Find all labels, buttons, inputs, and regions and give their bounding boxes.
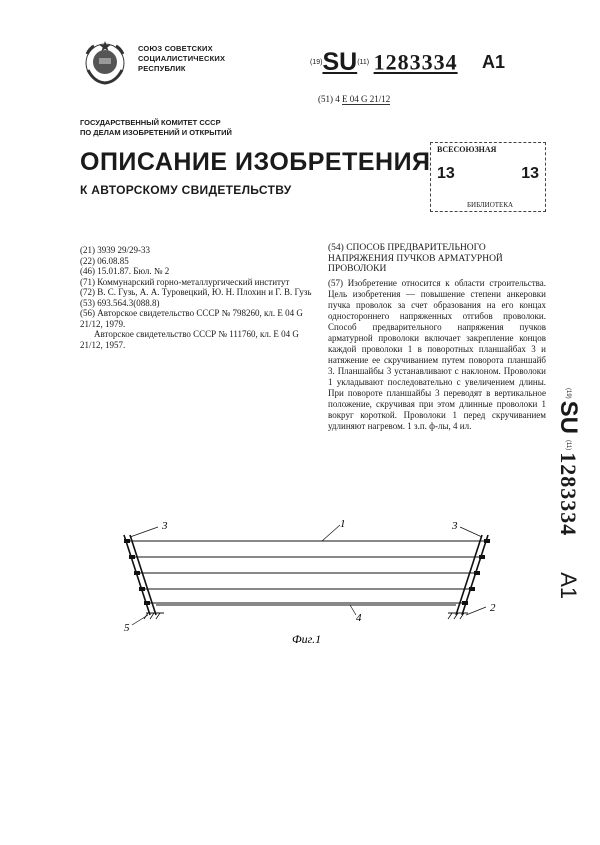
biblio-line: (46) 15.01.87. Бюл. № 2 — [80, 266, 170, 276]
ref-4: 4 — [356, 612, 362, 624]
committee-line: ГОСУДАРСТВЕННЫЙ КОМИТЕТ СССР — [80, 118, 221, 127]
union-name-line: СОЦИАЛИСТИЧЕСКИХ — [138, 54, 226, 63]
patent-kind: A1 — [482, 52, 506, 72]
biblio-line: (53) 693.564.3(088.8) — [80, 297, 160, 308]
figure-1-drawing — [110, 515, 510, 655]
biblio-line: (72) В. С. Гузь, А. А. Туровецкий, Ю. Н. Плохин и Г. В. Гузь — [80, 287, 312, 297]
code-19: (19) — [310, 59, 323, 66]
side-kind: A1 — [556, 572, 581, 600]
biblio-line: Авторское свидетельство СССР № 111760, кл. Е 04 G 21/12, 1957. — [80, 329, 299, 350]
biblio-line: (22) 06.08.85 — [80, 255, 129, 266]
side-country: SU — [555, 400, 582, 435]
figure-caption: Фиг.1 — [292, 632, 322, 646]
library-stamp — [430, 142, 546, 212]
ref-5: 5 — [124, 622, 130, 634]
ipc-classification — [318, 94, 390, 104]
biblio-line: (56) Авторское свидетельство СССР № 798260, кл. Е 04 G 21/12, 1979. — [80, 308, 303, 329]
side-number: 1283334 — [556, 452, 581, 537]
biblio-line: (71) Коммунарский горно-металлургический институт — [80, 276, 290, 287]
page-title: ОПИСАНИЕ ИЗОБРЕТЕНИЯ — [80, 148, 431, 176]
union-name-line: РЕСПУБЛИК — [138, 64, 186, 73]
ref-3-right: 3 — [452, 520, 458, 532]
ussr-emblem-icon — [80, 40, 130, 86]
stamp-left-number: 13 — [437, 165, 455, 182]
wire-bundle — [130, 541, 484, 603]
patent-number: 1283334 — [373, 49, 458, 75]
committee-name — [80, 118, 232, 138]
union-name-line: СОЮЗ СОВЕТСКИХ — [138, 44, 213, 53]
ipc-value: E 04 G 21/12 — [342, 94, 391, 104]
invention-title: (54) СПОСОБ ПРЕДВАРИТЕЛЬНОГО НАПРЯЖЕНИЯ ПУЧКОВ АРМАТУРНОЙ ПРОВОЛОКИ — [328, 243, 503, 274]
ref-2: 2 — [490, 602, 496, 614]
stamp-bottom-text: БИБЛИОТЕКА — [467, 201, 514, 209]
abstract — [328, 243, 546, 432]
ipc-code: (51) 4 — [318, 94, 340, 104]
abstract-body: (57) Изобретение относится к области строительства. Цель изобретения — повышение степени анкеровки пучка проволок за счет образования на его концах одностороннего напряженных отгибов проволоки. Способ предварительного напряжения пучков арматурной проволоки включает закрепление концов каждой проволоки 1 в поворотных планшайбах 3 и натяжение ее скручиванием путем поворота планшайб 3. Планшайбы 3 устанавливают с наклоном. Проволоки 1 укладывают последовательно с увеличением длины. При повороте планшайбы 3 переводят в вертикальное положение, скручивая при этом длинные проволоки 1 вокруг короткой. Проволоки 1 перед скручиванием удлиняют нагревом. 1 з.п. ф-лы, 4 ил. — [328, 277, 546, 431]
patent-country: SU — [322, 48, 358, 76]
committee-line: ПО ДЕЛАМ ИЗОБРЕТЕНИЙ И ОТКРЫТИЙ — [80, 128, 232, 137]
code-11: (11) — [357, 59, 370, 66]
ref-3-left: 3 — [162, 520, 168, 532]
biblio-line: (21) 3939 29/29-33 — [80, 245, 150, 255]
side-patent-number — [548, 388, 588, 680]
anchor-right — [448, 613, 468, 619]
union-name — [138, 44, 225, 74]
side-code-11: (11) — [565, 440, 571, 451]
ref-1: 1 — [340, 518, 346, 530]
patent-number-block — [310, 48, 505, 77]
bibliographic-data — [80, 245, 315, 350]
stamp-right-number: 13 — [521, 165, 539, 182]
side-code-19: (19) — [565, 388, 571, 399]
page-subtitle: К АВТОРСКОМУ СВИДЕТЕЛЬСТВУ — [80, 183, 292, 197]
stamp-top-text: ВСЕСОЮЗНАЯ — [437, 145, 497, 154]
